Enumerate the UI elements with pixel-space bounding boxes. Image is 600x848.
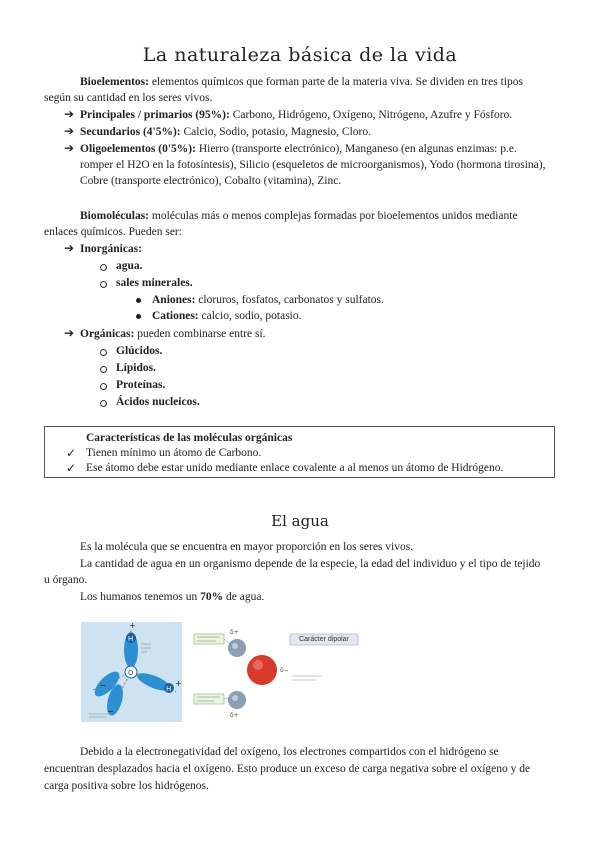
dipole-diagram xyxy=(192,622,372,722)
bioelementos-paragraph xyxy=(80,75,523,90)
svg-text:δ+: δ+ xyxy=(230,629,239,636)
circle-bullet-icon xyxy=(100,281,107,288)
arrow-icon: ➔ xyxy=(64,107,75,121)
biomoleculas-def-cont: enlaces químicos. Pueden ser: xyxy=(44,226,182,238)
biomoleculas-def: moléculas más o menos complejas formadas por bioelementos unidos mediante xyxy=(149,210,518,222)
agua-paragraph-2: La cantidad de agua en un organismo depende de la especie, la edad del individuo y el tipo de tejido xyxy=(80,558,541,570)
dot-bullet-icon xyxy=(136,314,141,319)
check-icon: ✓ xyxy=(66,461,77,475)
arrow-icon: ➔ xyxy=(64,124,75,138)
circle-bullet-icon xyxy=(100,383,107,390)
agua-paragraph-4-cont: carga positiva sobre los hidrógenos. xyxy=(44,780,209,792)
circle-bullet-icon xyxy=(100,349,107,356)
inorganicas-label: Inorgánicas: xyxy=(80,243,142,255)
svg-text:−: − xyxy=(99,681,106,690)
item-text: Hierro (transporte electrónico), Manganeso (en algunas enzimas: p.e. xyxy=(198,143,517,155)
agua-paragraph-4: Debido a la electronegatividad del oxígeno, los electrones compartidos con el hidrógeno se xyxy=(80,746,499,758)
list-item: Glúcidos. xyxy=(116,345,163,357)
circle-bullet-icon xyxy=(100,264,107,271)
list-item: Ácidos nucleicos. xyxy=(116,396,200,408)
item-text: Carbono, Hidrógeno, Oxígeno, Nitrógeno, Azufre y Fósforo. xyxy=(232,109,513,121)
svg-text:−: − xyxy=(107,707,114,716)
svg-text:O: O xyxy=(128,669,134,677)
circle-bullet-icon xyxy=(100,366,107,373)
circle-bullet-icon xyxy=(100,400,107,407)
agua-paragraph-4-cont: encuentran desplazados hacia el oxígeno. Esto produce un exceso de carga negativa sobre el oxígeno y de xyxy=(44,763,531,775)
page-title: La naturaleza básica de la vida xyxy=(142,44,458,66)
arrow-icon: ➔ xyxy=(64,241,75,255)
svg-text:+: + xyxy=(175,679,182,688)
characteristic-item: Ese átomo debe estar unido mediante enlace covalente a al menos un átomo de Hidrógeno. xyxy=(86,462,504,474)
water-molecule-diagram xyxy=(81,622,182,722)
dot-bullet-icon xyxy=(136,298,141,303)
item-label: Principales / primarios (95%): xyxy=(80,109,233,121)
list-item: Proteínas. xyxy=(116,379,166,391)
check-icon: ✓ xyxy=(66,446,77,460)
arrow-icon: ➔ xyxy=(64,141,75,155)
list-item-agua: agua. xyxy=(116,260,143,272)
organicas-label: Orgánicas: pueden combinarse entre sí. xyxy=(80,328,266,340)
characteristic-item: Tienen mínimo un átomo de Carbono. xyxy=(86,447,262,459)
section-heading-agua: El agua xyxy=(271,512,329,530)
svg-text:δ+: δ+ xyxy=(230,712,239,719)
svg-text:H: H xyxy=(128,635,134,643)
list-item xyxy=(80,125,371,140)
agua-paragraph-3: Los humanos tenemos un 70% de agua. xyxy=(80,591,265,603)
list-item-cationes: Cationes: calcio, sodio, potasio. xyxy=(152,310,302,322)
item-label: Secundarios (4'5%): xyxy=(80,126,184,138)
agua-paragraph-2-cont: u órgano. xyxy=(44,574,88,586)
list-item-sales: sales minerales. xyxy=(116,277,193,289)
bioelementos-def: elementos químicos que forman parte de la materia viva. Se dividen en tres tipos xyxy=(148,76,523,88)
item-text: Calcio, Sodio, potasio, Magnesio, Cloro. xyxy=(183,126,372,138)
item-text-cont: Cobre (transporte electrónico), Cobalto (vitamina), Zinc. xyxy=(80,175,342,187)
biomoleculas-term: Biomoléculas: xyxy=(80,210,149,222)
svg-text:+: + xyxy=(129,622,136,630)
bioelementos-term: Bioelementos: xyxy=(80,76,149,88)
characteristics-heading: Características de las moléculas orgánicas xyxy=(86,432,293,444)
dipole-label: Carácter dipolar xyxy=(299,636,349,643)
biomoleculas-paragraph xyxy=(80,209,518,224)
list-item xyxy=(80,108,512,123)
agua-paragraph-1: Es la molécula que se encuentra en mayor proporción en los seres vivos. xyxy=(80,541,414,553)
item-label: Oligoelementos (0'5%): xyxy=(80,143,199,155)
bioelementos-def-cont: según su cantidad en los seres vivos. xyxy=(44,92,213,104)
list-item-aniones: Aniones: cloruros, fosfatos, carbonatos y sulfatos. xyxy=(152,294,384,306)
item-text-cont: romper el H2O en la fotosíntesis), Silicio (esqueletos de microorganismos), Yodo (hormona tirosina), xyxy=(80,159,546,171)
svg-text:H: H xyxy=(166,685,172,693)
arrow-icon: ➔ xyxy=(64,326,75,340)
list-item: Lípidos. xyxy=(116,362,156,374)
svg-text:δ−: δ− xyxy=(280,667,289,674)
water-molecule-svg xyxy=(81,622,182,722)
list-item xyxy=(80,142,517,157)
